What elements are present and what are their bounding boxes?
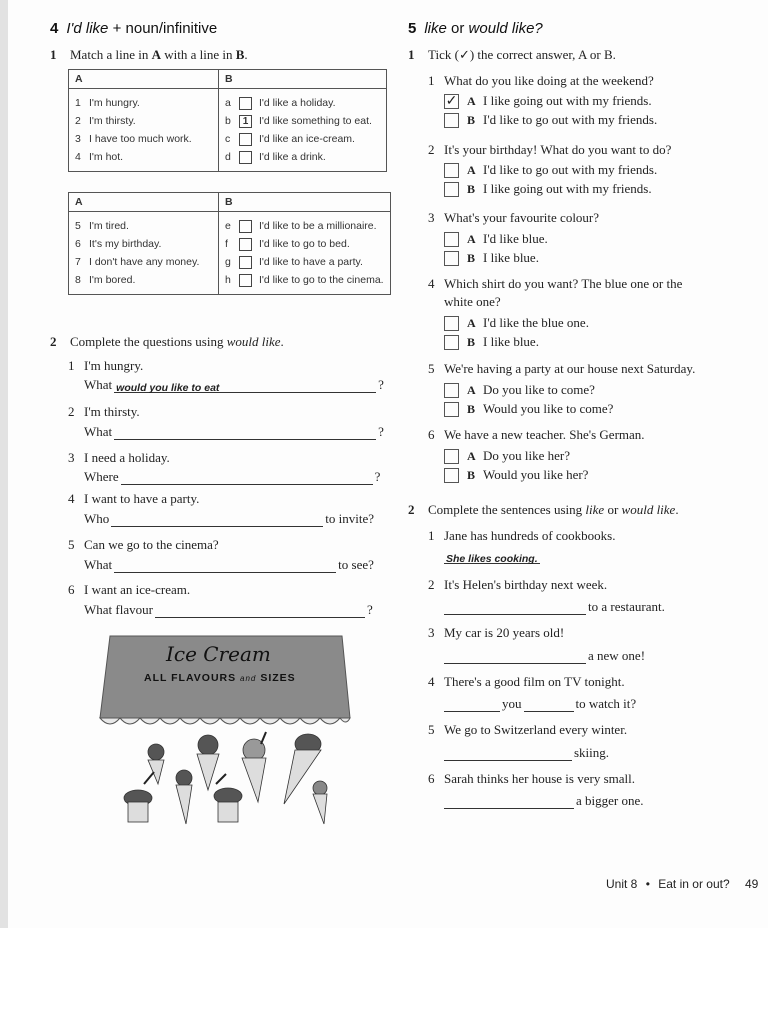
table-header-a: A <box>69 193 219 212</box>
sentence-prompt: 6 Sarah thinks her house is very small. <box>428 771 635 786</box>
answer-field[interactable] <box>444 795 574 809</box>
answer-box[interactable] <box>239 274 252 287</box>
exercise-5-2-instruction: 2 Complete the sentences using like or would like. <box>408 502 679 517</box>
list-item: h I'd like to go to the cinema. <box>225 274 384 286</box>
table-header-b: B <box>219 70 387 89</box>
question-prompt: 5 Can we go to the cinema? <box>68 537 219 552</box>
column-b <box>219 212 391 295</box>
answer-box[interactable] <box>239 97 252 110</box>
answer-box[interactable] <box>239 220 252 233</box>
question-text: 3 What's your favourite colour? <box>428 210 600 225</box>
bullet-separator: • <box>645 877 650 891</box>
list-item: d I'd like a drink. <box>225 151 326 163</box>
answer-line-row: What ? <box>84 424 384 439</box>
tick-box[interactable] <box>444 316 459 331</box>
match-table-1 <box>68 69 387 172</box>
tick-box[interactable] <box>444 163 459 178</box>
tick-box[interactable] <box>444 113 459 128</box>
tick-box[interactable] <box>444 232 459 247</box>
sentence-prompt: 1 Jane has hundreds of cookbooks. <box>428 528 616 543</box>
option-a: A I'd like the blue one. <box>444 315 589 331</box>
list-item: b 1 I'd like something to eat. <box>225 115 372 127</box>
sign-subtitle: ALL FLAVOURS and SIZES <box>144 672 296 684</box>
question-text: 4 Which shirt do you want? The blue one or the <box>428 276 683 291</box>
answer-box[interactable]: 1 <box>239 115 252 128</box>
option-a: A I'd like to go out with my friends. <box>444 162 657 178</box>
answer-box[interactable] <box>239 151 252 164</box>
list-item: f I'd like to go to bed. <box>225 238 350 250</box>
exercise-4-1-instruction: 1 Match a line in A with a line in B. <box>50 47 248 62</box>
unit-label: Unit 8 <box>606 877 638 891</box>
list-item: 6 It's my birthday. <box>75 238 162 250</box>
answer-field[interactable] <box>114 559 336 573</box>
table-header-b: B <box>219 193 391 212</box>
exercise-4-2-instruction: 2 Complete the questions using would like. <box>50 334 284 349</box>
list-item: 2 I'm thirsty. <box>75 115 136 127</box>
sentence-prompt: 2 It's Helen's birthday next week. <box>428 577 608 592</box>
answer-field[interactable]: would you like to eat <box>114 379 376 393</box>
table-header-a: A <box>69 70 219 89</box>
question-text: 1 What do you like doing at the weekend? <box>428 73 654 88</box>
option-b: B Would you like her? <box>444 467 588 483</box>
list-item: 4 I'm hot. <box>75 151 124 163</box>
list-item: a I'd like a holiday. <box>225 97 336 109</box>
tick-box[interactable] <box>444 335 459 350</box>
answer-box[interactable] <box>239 238 252 251</box>
page-footer <box>606 877 758 891</box>
option-a: A Do you like to come? <box>444 382 595 398</box>
question-text: 6 We have a new teacher. She's German. <box>428 427 645 442</box>
tick-box[interactable] <box>444 383 459 398</box>
list-item: 7 I don't have any money. <box>75 256 200 268</box>
list-item: 8 I'm bored. <box>75 274 136 286</box>
sentence-prompt: 4 There's a good film on TV tonight. <box>428 674 625 689</box>
ice-cream-illustration <box>96 632 352 828</box>
list-item: 1 I'm hungry. <box>75 97 140 109</box>
question-prompt: 4 I want to have a party. <box>68 491 200 506</box>
option-b: B I'd like to go out with my friends. <box>444 112 657 128</box>
option-b: B Would you like to come? <box>444 401 613 417</box>
option-b: B I like going out with my friends. <box>444 181 652 197</box>
list-item: 5 I'm tired. <box>75 220 129 232</box>
answer-field[interactable] <box>444 650 586 664</box>
tick-box[interactable] <box>444 251 459 266</box>
answer-field[interactable] <box>444 698 500 712</box>
option-a: A I'd like blue. <box>444 231 548 247</box>
exercise-5-1-instruction: 1 Tick (✓) the correct answer, A or B. <box>408 47 616 62</box>
sentence-prompt: 3 My car is 20 years old! <box>428 625 565 640</box>
question-prompt: 1 I'm hungry. <box>68 358 144 373</box>
answer-line-row: a bigger one. <box>444 793 644 809</box>
answer-line-row: a new one! <box>444 648 645 664</box>
tick-box[interactable] <box>444 402 459 417</box>
answer-field[interactable] <box>111 513 323 527</box>
answer-field[interactable] <box>155 604 365 618</box>
option-a: ✓ A I like going out with my friends. <box>445 93 652 109</box>
tick-box[interactable] <box>444 468 459 483</box>
list-item: e I'd like to be a millionaire. <box>225 220 377 232</box>
list-item: 3 I have too much work. <box>75 133 192 145</box>
answer-field[interactable] <box>524 698 574 712</box>
answer-field[interactable] <box>444 601 586 615</box>
column-a <box>69 89 219 172</box>
answer-line-row: you to watch it? <box>444 696 636 712</box>
answer-line-row: Where ? <box>84 469 381 484</box>
list-item: c I'd like an ice-cream. <box>225 133 355 145</box>
question-text-continued: white one? <box>444 294 501 309</box>
answer-box[interactable] <box>239 256 252 269</box>
column-a <box>69 212 219 295</box>
answer-field[interactable]: She likes cooking. <box>444 550 540 564</box>
answer-line-row: What to see? <box>84 557 374 572</box>
answer-line-row <box>444 550 542 564</box>
tick-box[interactable] <box>444 449 459 464</box>
question-text: 2 It's your birthday! What do you want to do? <box>428 142 672 157</box>
page-number: 49 <box>744 877 759 891</box>
option-b: B I like blue. <box>444 250 539 266</box>
tick-box[interactable] <box>444 182 459 197</box>
section-5-heading: 5 like or would like? <box>408 20 543 37</box>
answer-line-row: Who to invite? <box>84 511 375 526</box>
answer-field[interactable] <box>121 471 373 485</box>
unit-title: Eat in or out? <box>658 877 730 891</box>
section-4-heading: 4 I'd like + noun/infinitive <box>50 20 218 37</box>
question-prompt: 2 I'm thirsty. <box>68 404 140 419</box>
answer-box[interactable] <box>239 133 252 146</box>
option-a: A Do you like her? <box>444 448 570 464</box>
column-b <box>219 89 387 172</box>
answer-field[interactable] <box>114 426 376 440</box>
answer-field[interactable] <box>444 747 572 761</box>
answer-line-row: What flavour ? <box>84 602 373 617</box>
option-b: B I like blue. <box>444 334 539 350</box>
answer-line-row: What would you like to eat ? <box>84 377 384 394</box>
answer-line-row: to a restaurant. <box>444 599 665 615</box>
match-table-2 <box>68 192 391 295</box>
sign-title: Ice Cream <box>166 642 271 666</box>
sentence-prompt: 5 We go to Switzerland every winter. <box>428 722 628 737</box>
question-text: 5 We're having a party at our house next Saturday. <box>428 361 696 376</box>
question-prompt: 3 I need a holiday. <box>68 450 170 465</box>
tick-box[interactable]: ✓ <box>445 93 458 109</box>
answer-line-row: skiing. <box>444 745 609 761</box>
question-prompt: 6 I want an ice-cream. <box>68 582 191 597</box>
list-item: g I'd like to have a party. <box>225 256 363 268</box>
